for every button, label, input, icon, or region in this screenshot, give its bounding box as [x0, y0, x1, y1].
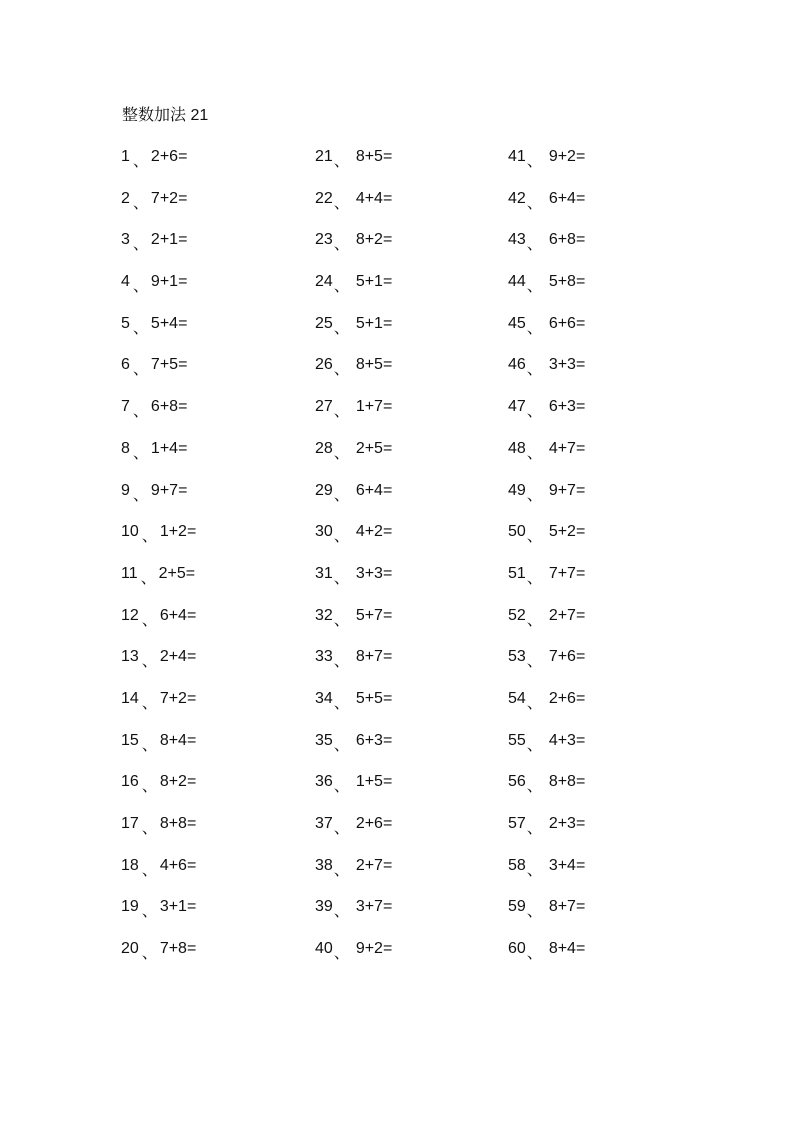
problem-number: 40 — [315, 940, 333, 958]
problem-separator: 、 — [333, 736, 350, 754]
problem-number: 19 — [121, 898, 139, 916]
problem-separator: 、 — [132, 236, 149, 254]
problem-item — [121, 648, 301, 690]
problem-number: 2 — [121, 189, 130, 207]
problem-item — [121, 523, 301, 565]
problem-expression: 7+2= — [159, 689, 197, 707]
problem-separator: 、 — [132, 153, 149, 170]
problem-number: 23 — [315, 231, 333, 249]
problem-number: 51 — [508, 564, 526, 582]
problem-item — [508, 523, 688, 565]
problem-number: 46 — [508, 356, 526, 374]
problem-item — [508, 732, 688, 774]
problem-number: 35 — [315, 731, 333, 749]
problem-separator: 、 — [333, 153, 350, 170]
problem-item — [121, 273, 301, 315]
problem-number: 18 — [121, 856, 139, 874]
problem-number: 54 — [508, 689, 526, 707]
problem-number: 39 — [315, 898, 333, 916]
problem-separator: 、 — [333, 903, 350, 921]
problem-expression: 3+3= — [355, 564, 393, 582]
problem-expression: 5+1= — [355, 273, 393, 291]
problem-number: 52 — [508, 606, 526, 624]
problem-item — [121, 315, 301, 357]
problem-expression: 5+8= — [548, 273, 586, 291]
problem-number: 30 — [315, 523, 333, 541]
problem-expression: 6+8= — [548, 231, 586, 249]
problem-expression: 3+3= — [548, 356, 586, 374]
problem-separator: 、 — [526, 528, 543, 546]
problem-item — [315, 732, 495, 774]
problem-item — [121, 440, 301, 482]
problem-separator: 、 — [333, 820, 350, 837]
problem-number: 36 — [315, 773, 333, 791]
problem-item — [315, 398, 495, 440]
problem-separator: 、 — [132, 444, 149, 462]
problem-number: 42 — [508, 189, 526, 207]
problem-separator: 、 — [141, 903, 158, 921]
problem-separator: 、 — [141, 653, 158, 671]
problem-number: 33 — [315, 648, 333, 666]
problem-expression: 8+5= — [355, 356, 393, 374]
problem-item — [315, 898, 495, 940]
problem-item — [315, 565, 495, 607]
problem-item — [508, 398, 688, 440]
problem-number: 1 — [121, 148, 130, 165]
problem-expression: 9+7= — [548, 481, 586, 499]
problem-expression: 7+8= — [159, 940, 197, 958]
problem-number: 13 — [121, 648, 139, 666]
problem-item — [508, 273, 688, 315]
problem-separator: 、 — [526, 820, 543, 837]
problem-expression: 4+6= — [159, 856, 197, 874]
problem-expression: 8+4= — [548, 940, 586, 958]
problem-separator: 、 — [526, 569, 543, 587]
problem-item — [508, 356, 688, 398]
problem-number: 21 — [315, 148, 333, 165]
problem-separator: 、 — [526, 778, 543, 796]
problem-number: 12 — [121, 606, 139, 624]
problem-expression: 8+8= — [159, 815, 197, 832]
problem-separator: 、 — [333, 486, 350, 504]
problem-expression: 2+6= — [548, 689, 586, 707]
problem-expression: 6+3= — [355, 731, 393, 749]
problem-separator: 、 — [333, 569, 350, 587]
problem-separator: 、 — [333, 361, 350, 379]
problem-number: 9 — [121, 481, 130, 499]
problem-number: 11 — [121, 564, 138, 582]
problem-item — [315, 940, 495, 982]
problem-item — [508, 898, 688, 940]
problem-expression: 2+5= — [158, 564, 196, 582]
problem-separator: 、 — [526, 736, 543, 754]
problem-item — [508, 648, 688, 690]
problem-number: 44 — [508, 273, 526, 291]
problem-item — [315, 815, 495, 857]
problem-expression: 1+4= — [150, 439, 188, 457]
problem-separator: 、 — [526, 403, 543, 421]
problem-item — [121, 940, 301, 982]
problem-item — [315, 482, 495, 524]
problem-column-1 — [121, 148, 301, 982]
problem-number: 28 — [315, 439, 333, 457]
problem-separator: 、 — [333, 319, 350, 337]
problem-item — [508, 607, 688, 649]
problem-separator: 、 — [141, 694, 158, 712]
problem-number: 50 — [508, 523, 526, 541]
problem-item — [315, 857, 495, 899]
problem-item — [508, 690, 688, 732]
problem-expression: 4+2= — [355, 523, 393, 541]
problem-expression: 5+5= — [355, 689, 393, 707]
problem-expression: 5+4= — [150, 314, 188, 332]
problem-number: 20 — [121, 940, 139, 958]
problem-number: 56 — [508, 773, 526, 791]
problem-separator: 、 — [333, 694, 350, 712]
problem-expression: 6+4= — [355, 481, 393, 499]
problem-expression: 7+6= — [548, 648, 586, 666]
problem-number: 14 — [121, 689, 139, 707]
problem-expression: 8+2= — [355, 231, 393, 249]
problem-number: 34 — [315, 689, 333, 707]
problem-number: 31 — [315, 564, 333, 582]
problem-item — [508, 440, 688, 482]
problem-expression: 1+2= — [159, 523, 197, 541]
problem-number: 6 — [121, 356, 130, 374]
problem-number: 43 — [508, 231, 526, 249]
problem-expression: 7+7= — [548, 564, 586, 582]
problem-number: 55 — [508, 731, 526, 749]
problem-number: 24 — [315, 273, 333, 291]
problem-separator: 、 — [333, 403, 350, 421]
problem-item — [121, 231, 301, 273]
problem-expression: 7+2= — [150, 189, 188, 207]
problem-item — [315, 356, 495, 398]
problem-number: 37 — [315, 815, 333, 832]
problem-separator: 、 — [141, 778, 158, 796]
problem-separator: 、 — [333, 945, 350, 963]
problem-number: 49 — [508, 481, 526, 499]
problem-separator: 、 — [141, 528, 158, 546]
problem-number: 5 — [121, 314, 130, 332]
problem-separator: 、 — [333, 528, 350, 546]
problem-expression: 4+3= — [548, 731, 586, 749]
problem-expression: 2+6= — [150, 148, 188, 165]
problem-item — [121, 773, 301, 815]
problem-item — [315, 690, 495, 732]
problem-expression: 2+6= — [355, 815, 393, 832]
problem-expression: 6+6= — [548, 314, 586, 332]
problem-separator: 、 — [526, 361, 543, 379]
problem-item — [508, 190, 688, 232]
problem-number: 59 — [508, 898, 526, 916]
problem-item — [315, 273, 495, 315]
problem-separator: 、 — [526, 319, 543, 337]
problem-item — [508, 857, 688, 899]
problem-item — [121, 857, 301, 899]
problem-expression: 2+7= — [548, 606, 586, 624]
problem-item — [121, 190, 301, 232]
problem-expression: 6+4= — [159, 606, 197, 624]
problem-number: 4 — [121, 273, 130, 291]
problem-expression: 1+5= — [355, 773, 393, 791]
problem-separator: 、 — [333, 278, 350, 296]
problem-expression: 4+4= — [355, 189, 393, 207]
problem-separator: 、 — [333, 778, 350, 796]
problem-number: 41 — [508, 148, 526, 165]
problem-expression: 8+4= — [159, 731, 197, 749]
page-title: 整数加法 21 — [122, 107, 209, 124]
problem-expression: 9+1= — [150, 273, 188, 291]
problem-separator: 、 — [333, 194, 350, 212]
problem-separator: 、 — [526, 861, 543, 879]
problem-separator: 、 — [526, 444, 543, 462]
problem-item — [315, 231, 495, 273]
problem-separator: 、 — [141, 945, 158, 963]
problem-separator: 、 — [333, 861, 350, 879]
problem-separator: 、 — [333, 236, 350, 254]
problem-item — [315, 607, 495, 649]
problem-item — [121, 398, 301, 440]
problem-separator: 、 — [526, 278, 543, 296]
problem-expression: 6+8= — [150, 398, 188, 416]
problem-number: 26 — [315, 356, 333, 374]
problem-number: 16 — [121, 773, 139, 791]
problem-item — [121, 732, 301, 774]
problem-expression: 9+2= — [548, 148, 586, 165]
problem-item — [121, 482, 301, 524]
problem-separator: 、 — [132, 361, 149, 379]
problem-separator: 、 — [526, 694, 543, 712]
problem-separator: 、 — [526, 945, 543, 963]
problem-item — [315, 440, 495, 482]
problem-expression: 3+7= — [355, 898, 393, 916]
problem-separator: 、 — [132, 319, 149, 337]
problem-expression: 8+7= — [548, 898, 586, 916]
problem-number: 8 — [121, 439, 130, 457]
problem-expression: 8+7= — [355, 648, 393, 666]
problem-number: 45 — [508, 314, 526, 332]
problem-expression: 2+5= — [355, 439, 393, 457]
problem-number: 27 — [315, 398, 333, 416]
problem-expression: 2+3= — [548, 815, 586, 832]
problem-number: 25 — [315, 314, 333, 332]
problem-item — [508, 773, 688, 815]
problem-item — [121, 356, 301, 398]
problem-separator: 、 — [132, 486, 149, 504]
problem-separator: 、 — [526, 236, 543, 254]
problem-separator: 、 — [140, 569, 157, 587]
problem-expression: 5+2= — [548, 523, 586, 541]
problem-expression: 7+5= — [150, 356, 188, 374]
problem-column-3 — [508, 148, 688, 982]
problem-number: 38 — [315, 856, 333, 874]
problem-item — [315, 773, 495, 815]
problem-separator: 、 — [526, 611, 543, 629]
problem-item — [121, 565, 301, 607]
problem-item — [508, 148, 688, 190]
problem-item — [508, 940, 688, 982]
problem-item — [315, 148, 495, 190]
problem-item — [315, 315, 495, 357]
problem-number: 15 — [121, 731, 139, 749]
problem-separator: 、 — [141, 611, 158, 629]
problem-expression: 3+4= — [548, 856, 586, 874]
problem-item — [315, 190, 495, 232]
problem-number: 22 — [315, 189, 333, 207]
problem-item — [121, 815, 301, 857]
problem-separator: 、 — [141, 861, 158, 879]
problem-number: 3 — [121, 231, 130, 249]
problem-item — [121, 690, 301, 732]
problem-separator: 、 — [526, 153, 543, 170]
problem-number: 29 — [315, 481, 333, 499]
problem-expression: 2+1= — [150, 231, 188, 249]
problem-number: 60 — [508, 940, 526, 958]
problem-separator: 、 — [141, 820, 158, 837]
problem-expression: 4+7= — [548, 439, 586, 457]
problem-number: 53 — [508, 648, 526, 666]
problem-expression: 1+7= — [355, 398, 393, 416]
problem-item — [508, 815, 688, 857]
problem-item — [508, 231, 688, 273]
problem-expression: 2+7= — [355, 856, 393, 874]
problem-item — [121, 148, 301, 190]
problem-separator: 、 — [526, 903, 543, 921]
problem-separator: 、 — [132, 403, 149, 421]
problem-expression: 5+1= — [355, 314, 393, 332]
problem-separator: 、 — [526, 653, 543, 671]
problem-item — [121, 607, 301, 649]
problem-separator: 、 — [333, 611, 350, 629]
problem-expression: 3+1= — [159, 898, 197, 916]
problem-number: 17 — [121, 815, 139, 832]
problem-expression: 8+8= — [548, 773, 586, 791]
problem-separator: 、 — [526, 486, 543, 504]
problem-separator: 、 — [333, 653, 350, 671]
problem-number: 48 — [508, 439, 526, 457]
problem-item — [508, 315, 688, 357]
problem-number: 32 — [315, 606, 333, 624]
problem-item — [508, 482, 688, 524]
problem-expression: 5+7= — [355, 606, 393, 624]
problem-number: 10 — [121, 523, 139, 541]
problem-item — [508, 565, 688, 607]
problem-number: 57 — [508, 815, 526, 832]
problem-expression: 6+4= — [548, 189, 586, 207]
problem-expression: 9+7= — [150, 481, 188, 499]
problem-item — [121, 898, 301, 940]
problem-separator: 、 — [141, 736, 158, 754]
problem-expression: 2+4= — [159, 648, 197, 666]
problem-item — [315, 648, 495, 690]
problem-separator: 、 — [132, 194, 149, 212]
problem-number: 58 — [508, 856, 526, 874]
problem-number: 47 — [508, 398, 526, 416]
problem-number: 7 — [121, 398, 130, 416]
problem-expression: 8+5= — [355, 148, 393, 165]
problem-item — [315, 523, 495, 565]
problem-separator: 、 — [333, 444, 350, 462]
problem-expression: 9+2= — [355, 940, 393, 958]
problem-expression: 8+2= — [159, 773, 197, 791]
problem-separator: 、 — [132, 278, 149, 296]
problem-separator: 、 — [526, 194, 543, 212]
problem-column-2 — [315, 148, 495, 982]
problem-expression: 6+3= — [548, 398, 586, 416]
